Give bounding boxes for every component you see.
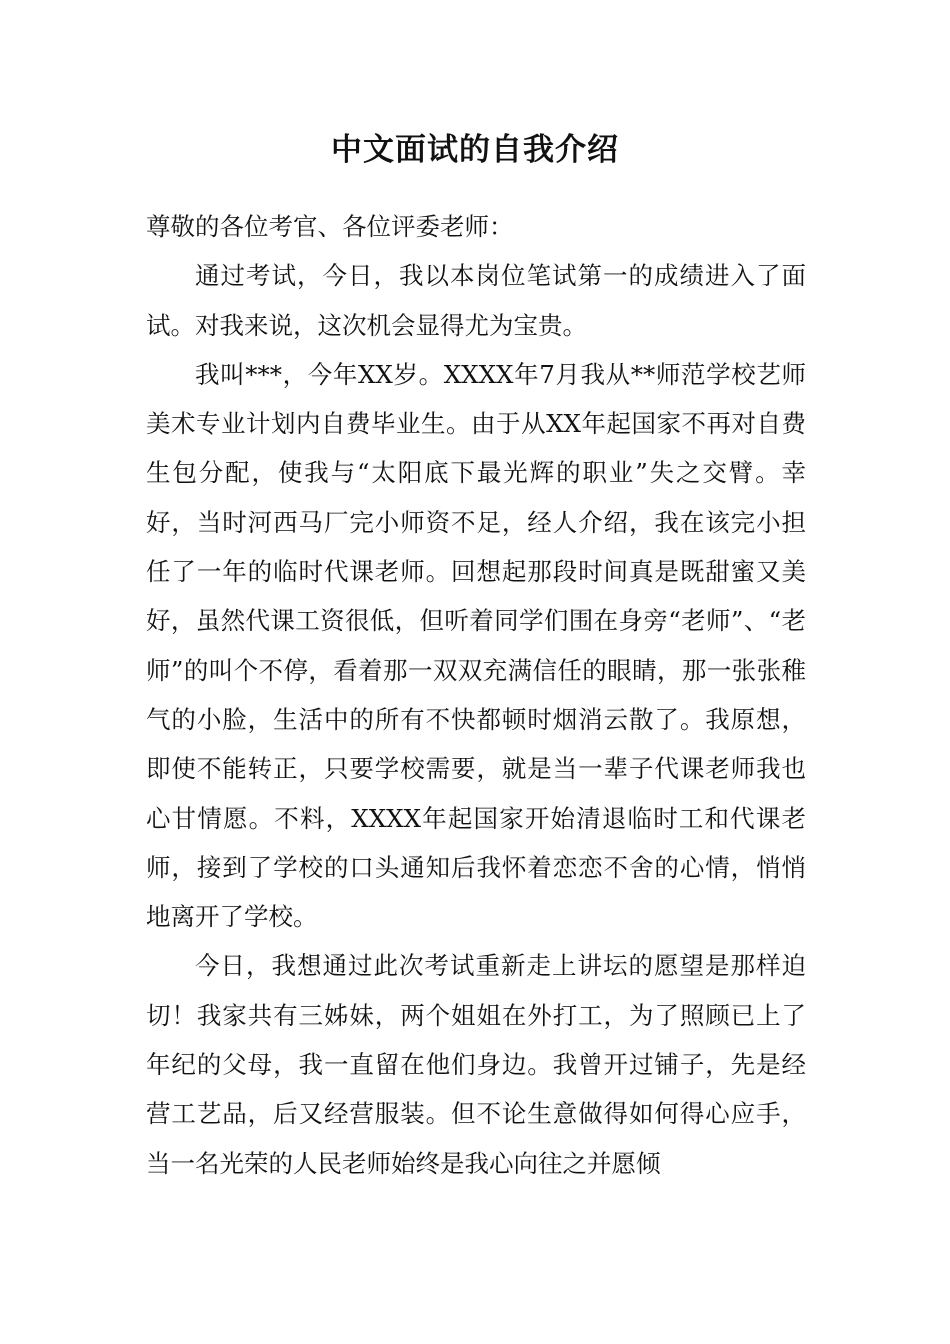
greeting-line: 尊敬的各位考官、各位评委老师： bbox=[146, 212, 514, 241]
document-body bbox=[146, 202, 806, 1188]
document-title: 中文面试的自我介绍 bbox=[331, 132, 619, 168]
paragraph-exam-result: 通过考试，今日，我以本岗位笔试第一的成绩进入了面试。对我来说，这次机会显得尤为宝贵。 bbox=[146, 261, 806, 340]
paragraph-aspiration: 今日，我想通过此次考试重新走上讲坛的愿望是那样迫切！我家共有三姊妹，两个姐姐在外打工，为了照顾已上了年纪的父母，我一直留在他们身边。我曾开过铺子，先是经营工艺品，后又经营服装。但不论生意做得如何得心应手，当一名光荣的人民老师始终是我心向往之并愿倾 bbox=[146, 951, 806, 1178]
paragraph-background: 我叫***，今年XX岁。XXXX年7月我从**师范学校艺师美术专业计划内自费毕业生。由于从XX年起国家不再对自费生包分配，使我与“太阳底下最光辉的职业”失之交臂。幸好，当时河西马厂完小师资不足，经人介绍，我在该完小担任了一年的临时代课老师。回想起那段时间真是既甜蜜又美好，虽然代课工资很低，但听着同学们围在身旁“老师”、“老师”的叫个不停，看着那一双双充满信任的眼睛，那一张张稚气的小脸，生活中的所有不快都顿时烟消云散了。我原想，即使不能转正，只要学校需要，就是当一辈子代课老师我也心甘情愿。不料，XXXX年起国家开始清退临时工和代课老师，接到了学校的口头通知后我怀着恋恋不舍的心情，悄悄地离开了学校。 bbox=[146, 359, 806, 932]
